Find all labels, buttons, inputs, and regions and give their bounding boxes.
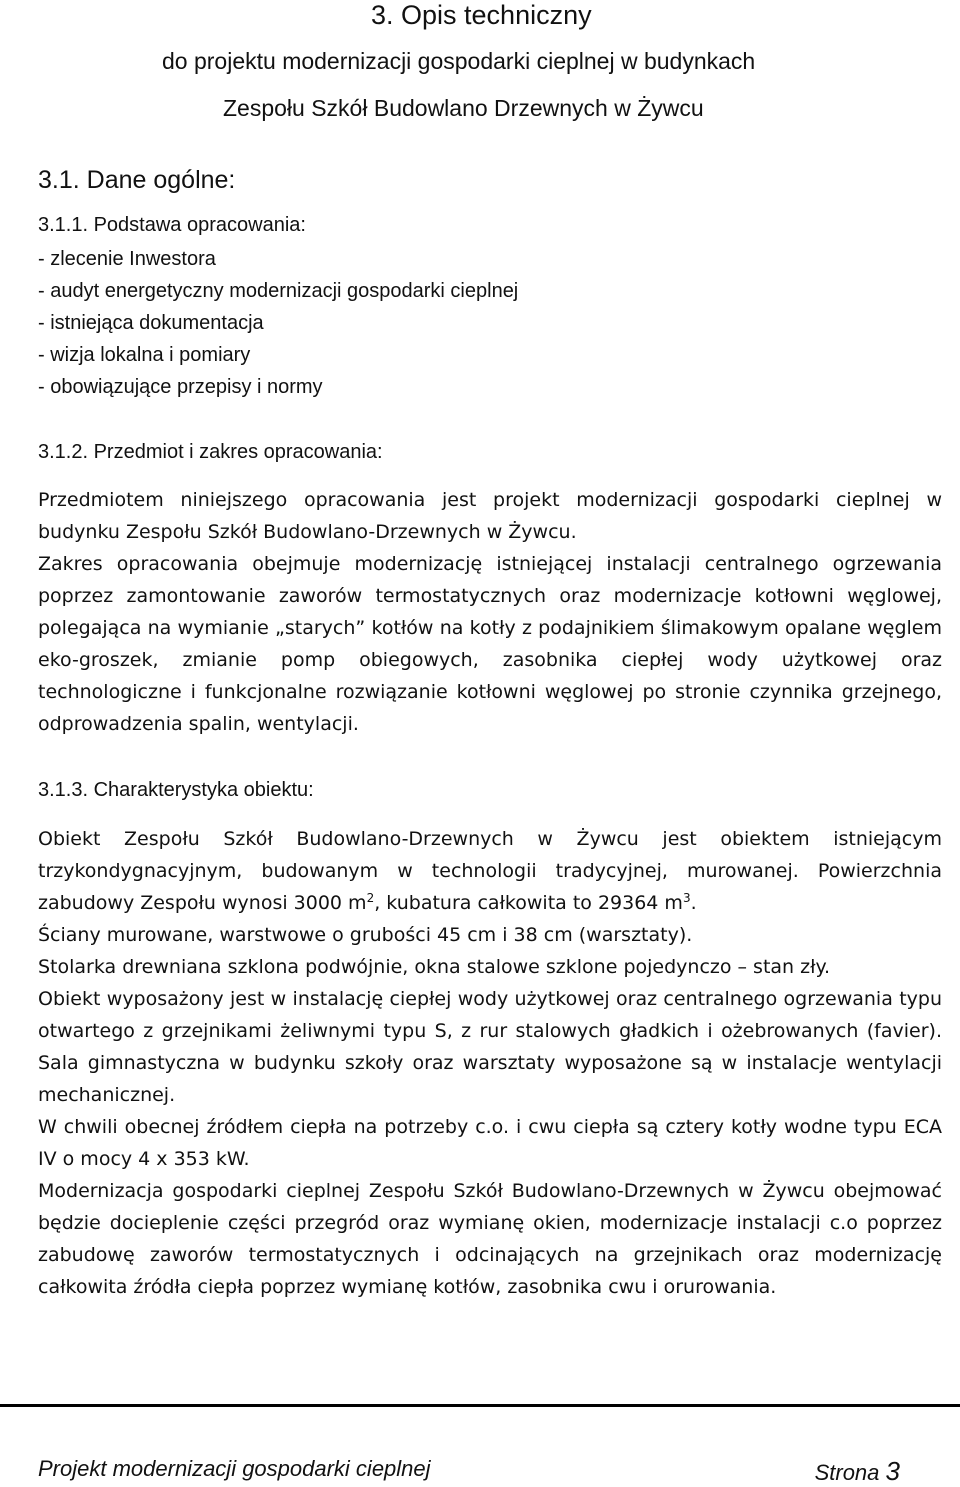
page-label: Strona (814, 1460, 880, 1485)
paragraph: Stolarka drewniana szklona podwójnie, okna stalowe szklone pojedynczo – stan zły. (38, 956, 831, 978)
list-item: - wizja lokalna i pomiary (38, 344, 251, 366)
section-heading-3-1: 3.1. Dane ogólne: (38, 166, 236, 194)
paragraph: Obiekt Zespołu Szkół Budowlano-Drzewnych w Żywcu jest obiektem istniejącym trzykondygnacyjnym, budowanym w technologii tradycyjnej, murowanej. Powierzchnia zabudowy Zespołu wynosi 3000 $m^2$, kubatura całkowita to 29364 $m^3$. (38, 828, 942, 914)
list-item: - audyt energetyczny modernizacji gospodarki cieplnej (38, 280, 519, 302)
document-subtitle-line-1: do projektu modernizacji gospodarki cieplnej w budynkach (162, 48, 756, 74)
basis-list (38, 243, 518, 403)
paragraph: Ściany murowane, warstwowe o grubości 45 cm i 38 cm (warsztaty). (38, 924, 693, 946)
page-number-value: 3 (885, 1456, 900, 1486)
page-number (815, 1456, 900, 1487)
paragraph: Obiekt wyposażony jest w instalację ciepłej wody użytkowej oraz centralnego ogrzewania typu otwartego z grzejnikami żeliwnymi typu S, z rur stalowych gładkich i ożebrowanych (favier). Sala gimnastyczna w budynku szkoły oraz warsztaty wyposażone są w instalacje wentylacji mechanicznej. (38, 988, 942, 1106)
section-heading-3-1-1: 3.1.1. Podstawa opracowania: (38, 214, 306, 236)
paragraph: W chwili obecnej źródłem ciepła na potrzeby c.o. i cwu ciepła są cztery kotły wodne typu ECA IV o mocy 4 x 353 kW. (38, 1116, 942, 1170)
paragraph: Przedmiotem niniejszego opracowania jest projekt modernizacji gospodarki cieplnej w budynku Zespołu Szkół Budowlano-Drzewnych w Żywcu. (38, 489, 942, 543)
list-item: - istniejąca dokumentacja (38, 312, 264, 334)
paragraph: Zakres opracowania obejmuje modernizację istniejącej instalacji centralnego ogrzewania poprzez zamontowanie zaworów termostatycznych oraz modernizacje kotłowni węglowej, polegająca na wymianie „starych” kotłów na kotły z podajnikiem ślimakowym opalane węglem eko-groszek, zmianie pomp obiegowych, zasobnika ciepłej wody użytkowej oraz technologiczne i funkcjonalne rozwiązanie kotłowni węglowej po stronie czynnika grzejnego, odprowadzenia spalin, wentylacji. (38, 553, 942, 735)
footer-divider (0, 1404, 960, 1407)
building-characteristics-text (38, 823, 942, 1303)
list-item: - zlecenie Inwestora (38, 248, 216, 270)
paragraph: Modernizacja gospodarki cieplnej Zespołu Szkół Budowlano-Drzewnych w Żywcu obejmować będzie docieplenie części przegród oraz wymianę okien, modernizacje instalacji c.o poprzez zabudowę zaworów termostatycznych i odcinających na grzejnikach oraz modernizację całkowita źródła ciepła poprzez wymianę kotłów, zasobnika cwu i orurowania. (38, 1180, 942, 1298)
list-item: - obowiązujące przepisy i normy (38, 376, 323, 398)
footer-title: Projekt modernizacji gospodarki cieplnej (38, 1456, 431, 1481)
section-heading-3-1-2: 3.1.2. Przedmiot i zakres opracowania: (38, 441, 383, 463)
document-title: 3. Opis techniczny (371, 0, 592, 30)
scope-text (38, 484, 942, 740)
section-heading-3-1-3: 3.1.3. Charakterystyka obiektu: (38, 779, 314, 801)
document-subtitle-line-2: Zespołu Szkół Budowlano Drzewnych w Żywcu (223, 95, 704, 121)
